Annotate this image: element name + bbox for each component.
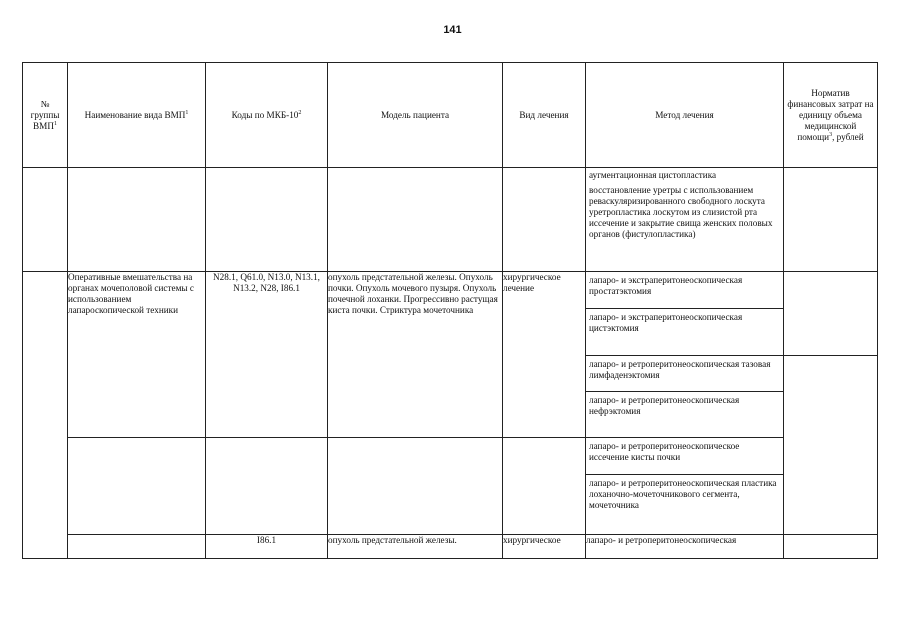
table-row (23, 535, 878, 559)
method-item: лапаро- и ретроперитонеоскопическое иссечение кисты почки (589, 441, 740, 462)
header-treatment-method: Метод лечения (586, 63, 784, 168)
patient-model-cell: опухоль предстательной железы. Опухоль почки. Опухоль мочевого пузыря. Опухоль почечной лоханки. Прогрессивно растущая киста почки. Стриктура мочеточника (328, 272, 503, 438)
header-icd-codes: Коды по МКБ-$10^2$ (206, 63, 328, 168)
icd-codes-cell: N28.1, Q61.0, N13.0, N13.1, N13.2, N28, I86.1 (206, 272, 328, 438)
method-cell (586, 438, 784, 535)
method-item: восстановление уретры с использованием реваскуляризированного свободного лоскута уретропластика лоскутом из слизистой рта иссечение и закрытие свища женских половых органов (фистулопластика) (589, 185, 773, 239)
table-row (23, 272, 878, 356)
method-item: аугментационная цистопластика (589, 170, 717, 180)
page-number: 141 (443, 24, 462, 36)
method-item: лапаро- и ретроперитонеоскопическая тазовая лимфаденэктомия (589, 359, 771, 380)
header-group-no: № группы ВМП$^1$ (23, 63, 68, 168)
method-item: лапаро- и экстраперитонеоскопическая цистэктомия (586, 308, 783, 345)
method-item: лапаро- и ретроперитонеоскопическая пластика лоханочно-мочеточникового сегмента, мочеточника (586, 474, 783, 532)
treatment-type-cell: хирургическое (503, 535, 586, 559)
method-cell: лапаро- и ретроперитонеоскопическая (586, 535, 784, 559)
treatment-type-cell: хирургическое лечение (503, 272, 586, 438)
header-patient-model: Модель пациента (328, 63, 503, 168)
header-vmp-name: Наименование вида ВМП$^1$ (68, 63, 206, 168)
method-item: лапаро- и экстраперитонеоскопическая простатэктомия (589, 275, 743, 296)
method-cell (586, 356, 784, 438)
header-treatment-type: Вид лечения (503, 63, 586, 168)
method-cell (586, 168, 784, 272)
vmp-table (22, 62, 878, 559)
method-cell (586, 272, 784, 356)
header-norm: Норматив финансовых затрат на единицу объема медицинской помощи$^3$, рублей (784, 63, 878, 168)
icd-codes-cell: I86.1 (206, 535, 328, 559)
table-row (23, 438, 878, 535)
method-item: лапаро- и ретроперитонеоскопическая нефрэктомия (586, 391, 783, 428)
patient-model-cell: опухоль предстательной железы. (328, 535, 503, 559)
table-header-row (23, 63, 878, 168)
vmp-name-cell: Оперативные вмешательства на органах мочеполовой системы с использованием лапароскопической техники (68, 272, 206, 438)
table-row (23, 168, 878, 272)
